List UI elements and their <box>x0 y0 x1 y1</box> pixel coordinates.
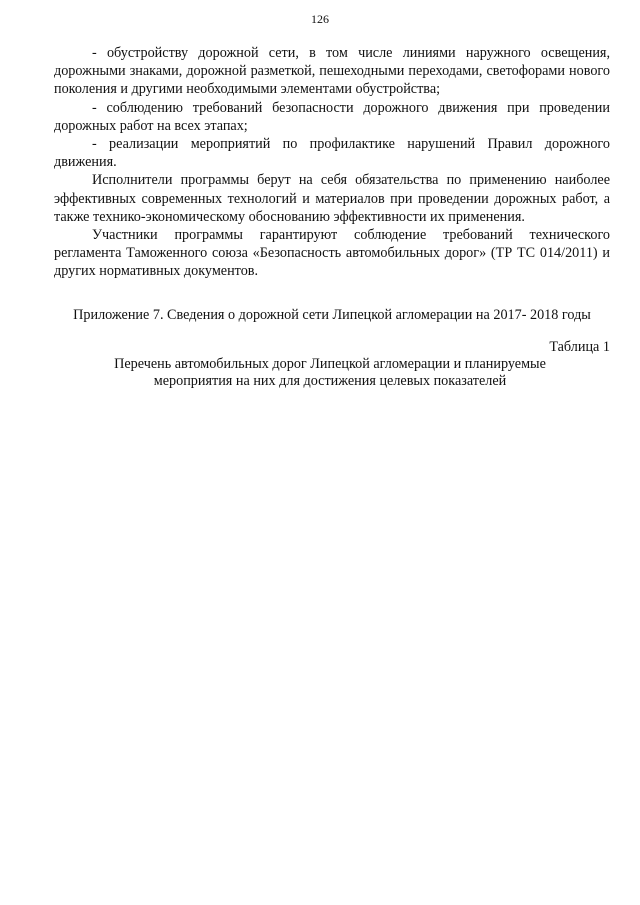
table-caption <box>60 356 600 390</box>
paragraph-road-network: - обустройству дорожной сети, в том числе линиями наружного освещения, дорожными знаками, дорожной разметкой, пешеходными переходами, светофорами нового поколения и другими необходимыми элементами обустройства; <box>54 45 610 98</box>
page-number: 126 <box>311 12 329 26</box>
paragraph-executors: Исполнители программы берут на себя обязательства по применению наиболее эффективных современных технологий и материалов при проведении дорожных работ, а также технико-экономическому обоснованию эффективности их применения. <box>54 172 610 225</box>
paragraph-participants: Участники программы гарантируют соблюдение требований технического регламента Таможенного союза «Безопасность автомобильных дорог» (ТР ТС 014/2011) и других нормативных документов. <box>54 227 610 280</box>
table-caption-line-1: Перечень автомобильных дорог Липецкой агломерации и планируемые <box>114 356 546 372</box>
paragraph-safety-requirements: - соблюдению требований безопасности дорожного движения при проведении дорожных работ на всех этапах; <box>54 99 610 134</box>
appendix-title: Приложение 7. Сведения о дорожной сети Липецкой агломерации на 2017- 2018 годы <box>73 307 591 323</box>
paragraph-traffic-rules: - реализации мероприятий по профилактике нарушений Правил дорожного движения. <box>54 136 610 171</box>
table-caption-line-2: мероприятия на них для достижения целевых показателей <box>153 373 507 389</box>
body-text <box>54 44 610 281</box>
table-label: Таблица 1 <box>549 339 610 355</box>
